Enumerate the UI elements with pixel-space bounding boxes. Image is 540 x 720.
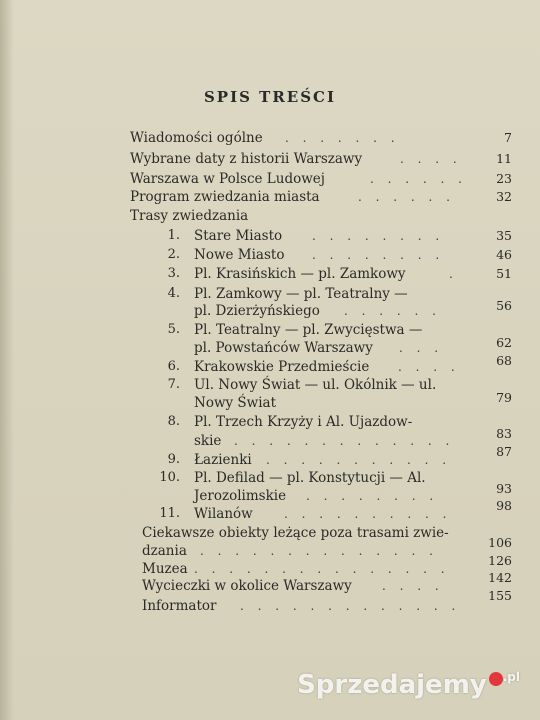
toc-entry-label: Program zwiedzania miasta xyxy=(130,189,320,205)
route-number: 9. xyxy=(167,452,180,467)
toc-entry-label: Pl. Defilad — pl. Konstytucji — Al. xyxy=(194,470,426,486)
toc-page-number: 7 xyxy=(504,130,512,145)
toc-page-number: 56 xyxy=(496,298,512,313)
toc-entry xyxy=(194,376,484,394)
toc-entry-label: Pl. Trzech Krzyży i Al. Ujazdow- xyxy=(194,414,413,430)
toc-entry xyxy=(194,285,474,303)
route-number: 7. xyxy=(167,377,180,392)
toc-entry-label: Nowe Miasto xyxy=(194,247,285,263)
toc-entry-label: skie xyxy=(194,433,222,449)
toc-entry xyxy=(194,432,484,450)
toc-page-number: 32 xyxy=(496,189,512,204)
toc-entry-label: Wiadomości ogólne xyxy=(130,130,263,146)
watermark-dot-icon xyxy=(489,672,503,686)
toc-entry xyxy=(194,339,474,357)
toc-page-number: 23 xyxy=(496,171,512,186)
toc-entry-label: Pl. Zamkowy — pl. Teatralny — xyxy=(194,286,408,302)
toc-entry xyxy=(142,542,462,560)
toc-entry-label: Wybrane daty z historii Warszawy xyxy=(130,151,363,167)
toc-entry xyxy=(194,469,484,487)
watermark-text: Sprzedajemy xyxy=(297,670,487,700)
toc-entry-label: Pl. Teatralny — pl. Zwycięstwa — xyxy=(194,322,423,338)
route-number: 6. xyxy=(167,359,180,374)
page-title: SPIS TREŚCI xyxy=(203,88,337,106)
toc-entry-label: Ul. Nowy Świat — ul. Okólnik — ul. xyxy=(194,377,437,393)
leader-dots: . . . . . . . . . . . . . . xyxy=(200,544,438,558)
toc-page-number: 87 xyxy=(496,444,512,459)
toc-entry xyxy=(142,577,462,595)
toc-entry xyxy=(194,321,474,339)
page-edge-shadow xyxy=(0,0,14,720)
leader-dots: . . . . xyxy=(398,360,460,374)
toc-page-number: 11 xyxy=(496,151,512,166)
leader-dots: . . . . . . . . xyxy=(306,489,439,503)
toc-entry xyxy=(194,246,444,264)
toc-entry xyxy=(130,150,462,168)
toc-entry xyxy=(194,227,444,245)
leader-dots: . . . . . . . . . . . . . xyxy=(240,599,461,613)
route-number: 3. xyxy=(167,266,180,281)
toc-entry xyxy=(142,560,462,578)
leader-dots: . . . . . . xyxy=(370,172,467,186)
toc-entry xyxy=(130,170,467,188)
route-number: 11. xyxy=(159,506,180,521)
toc-entry-label: dzania xyxy=(142,543,187,559)
leader-dots: . . . . . . . . xyxy=(312,229,445,243)
route-number: 2. xyxy=(167,247,180,262)
toc-entry-label: Krakowskie Przedmieście xyxy=(194,359,370,375)
toc-entry-label: Wycieczki w okolice Warszawy xyxy=(142,578,352,594)
toc-entry-label: Nowy Świat xyxy=(194,395,277,411)
watermark-suffix: .pl xyxy=(502,670,520,684)
toc-entry xyxy=(194,358,460,376)
route-number: 1. xyxy=(167,228,180,243)
leader-dots: . . . . . . . . . . . . . . . xyxy=(194,562,450,576)
route-number: 8. xyxy=(167,414,180,429)
toc-page-number: 68 xyxy=(496,353,512,368)
leader-dots: . . . . . . . . . . . xyxy=(266,453,452,467)
leader-dots: . . . . . . . xyxy=(285,131,400,145)
toc-entry-label: Muzea xyxy=(142,561,188,577)
toc-page-number: 106 xyxy=(488,535,512,550)
leader-dots: . . . . . . . . xyxy=(312,248,445,262)
leader-dots: . . . . xyxy=(400,152,462,166)
toc-page-number: 93 xyxy=(496,481,512,496)
toc-entry xyxy=(194,505,454,523)
toc-entry xyxy=(194,487,484,505)
leader-dots: . xyxy=(449,267,458,281)
toc-entry-label: Stare Miasto xyxy=(194,228,283,244)
toc-entry xyxy=(142,597,462,615)
leader-dots: . . . . . . xyxy=(344,304,441,318)
route-number: 4. xyxy=(167,286,180,301)
toc-entry xyxy=(194,413,484,431)
toc-entry-label: Ciekawsze obiekty leżące poza trasami zwie- xyxy=(142,525,449,541)
leader-dots: . . . . . . xyxy=(358,190,455,204)
leader-dots: . . . . xyxy=(382,579,444,593)
toc-page-number: 46 xyxy=(496,247,512,262)
toc-entry-label: Jerozolimskie xyxy=(194,488,287,504)
toc-entry-label: Warszawa w Polsce Ludowej xyxy=(130,171,325,187)
toc-entry-label: Pl. Krasińskich — pl. Zamkowy xyxy=(194,266,406,282)
toc-entry xyxy=(194,302,474,320)
watermark-logo xyxy=(297,670,520,700)
leader-dots: . . . . . . . . . . xyxy=(284,507,452,521)
toc-entry-label: pl. Powstańców Warszawy xyxy=(194,340,373,356)
toc-entry xyxy=(130,207,450,225)
toc-entry-label: Wilanów xyxy=(194,506,253,522)
toc-entry-label: Łazienki xyxy=(194,452,252,468)
toc-page-number: 155 xyxy=(488,588,512,603)
route-number: 10. xyxy=(159,470,180,485)
leader-dots: . . . . . . . . . . . . . xyxy=(234,434,455,448)
toc-entry xyxy=(194,451,454,469)
route-number: 5. xyxy=(167,322,180,337)
toc-page-number: 83 xyxy=(496,426,512,441)
toc-entry xyxy=(194,394,484,412)
toc-entry xyxy=(130,129,440,147)
leader-dots: . . . xyxy=(399,341,444,355)
toc-page-number: 51 xyxy=(496,266,512,281)
toc-page-number: 62 xyxy=(496,335,512,350)
toc-page-number: 142 xyxy=(488,570,512,585)
toc-page-number: 35 xyxy=(496,228,512,243)
toc-page-number: 126 xyxy=(488,553,512,568)
toc-page-number: 79 xyxy=(496,390,512,405)
toc-entry xyxy=(194,265,458,283)
toc-entry-label: Informator xyxy=(142,598,217,614)
toc-entry-label: Trasy zwiedzania xyxy=(130,208,249,224)
toc-entry xyxy=(130,188,455,206)
toc-entry-label: pl. Dzierżyńskiego xyxy=(194,303,320,319)
toc-page-number: 98 xyxy=(496,498,512,513)
toc-entry xyxy=(142,524,462,542)
